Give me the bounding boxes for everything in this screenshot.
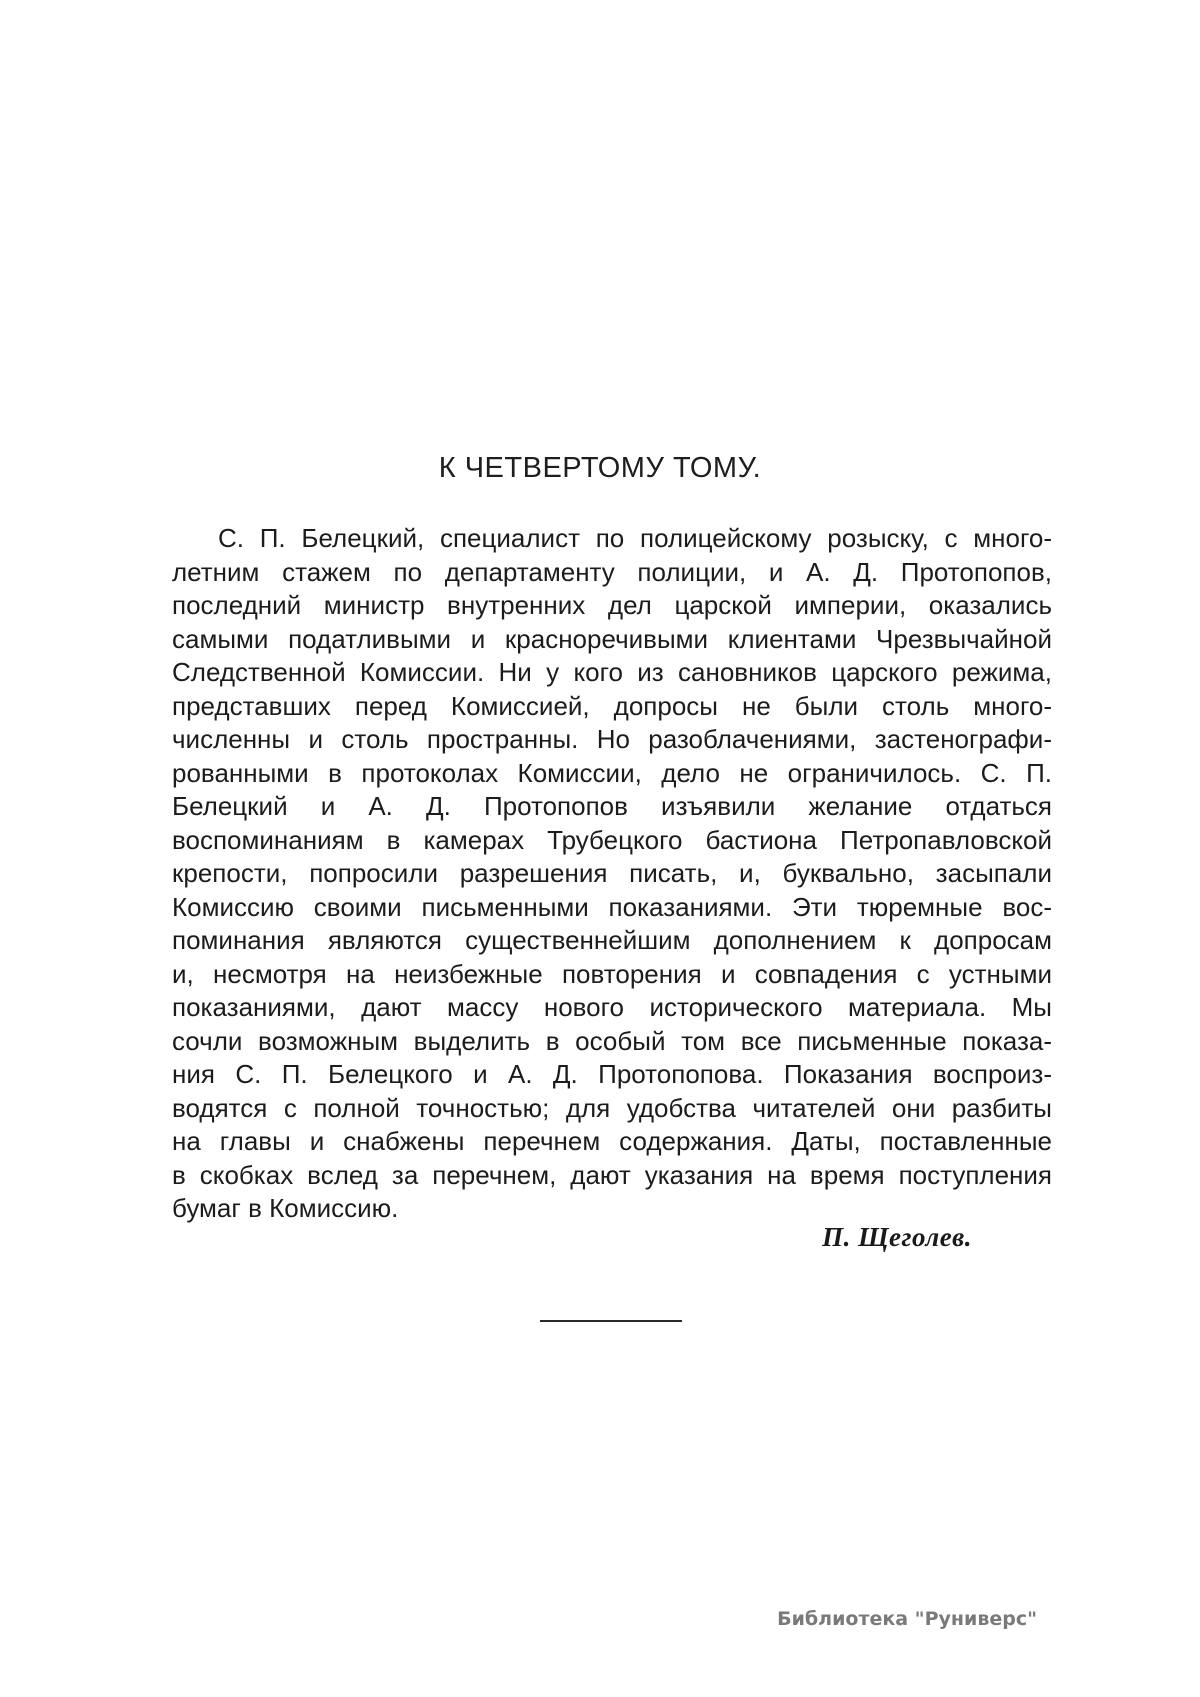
body-line: ния С. П. Белецкого и А. Д. Протопопова. Показания воспроиз-	[172, 1059, 1052, 1089]
body-line: Комиссию своими письменными показаниями. Эти тюремные вос-	[172, 891, 1052, 922]
body-line: С. П. Белецкий, специалист по полицейскому розыску, с много-	[218, 523, 1052, 553]
body-line: водятся с полной точностью; для удобства читателей они разбиты	[172, 1092, 1052, 1123]
body-line: численны и столь пространны. Но разоблачениями, застенографи-	[172, 724, 1052, 754]
library-watermark: Библиотека "Руниверс"	[777, 1608, 1037, 1630]
body-line: показаниями, дают массу нового исторического материала. Мы	[172, 992, 1052, 1022]
body-line: бумаг в Комиссию.	[172, 1193, 399, 1223]
body-line: рованными в протоколах Комиссии, дело не ограничилось. С. П.	[172, 757, 1052, 788]
body-line: самыми податливыми и красноречивыми клиентами Чрезвычайной	[172, 623, 1052, 654]
body-paragraph	[172, 522, 1052, 1226]
body-line: Белецкий и А. Д. Протопопов изъявили желание отдаться	[172, 791, 1052, 821]
body-line: крепости, попросили разрешения писать, и, буквально, засыпали	[172, 858, 1052, 888]
body-line: сочли возможным выделить в особый том все письменные показа-	[172, 1025, 1052, 1056]
body-line: воспоминаниям в камерах Трубецкого бастиона Петропавловской	[172, 824, 1052, 855]
body-line: в скобках вслед за перечнем, дают указания на время поступления	[172, 1159, 1052, 1190]
chapter-title: К ЧЕТВЕРТОМУ ТОМУ.	[438, 452, 762, 484]
section-divider	[540, 1320, 682, 1322]
body-line: последний министр внутренних дел царской империи, оказались	[172, 590, 1052, 620]
body-line: летним стажем по департаменту полиции, и А. Д. Протопопов,	[172, 556, 1052, 587]
body-line: представших перед Комиссией, допросы не были столь много-	[172, 690, 1052, 721]
body-line: поминания являются существеннейшим дополнением к допросам	[172, 925, 1052, 955]
body-line: Следственной Комиссии. Ни у кого из сановников царского режима,	[172, 657, 1052, 687]
body-line: на главы и снабжены перечнем содержания. Даты, поставленные	[172, 1126, 1052, 1156]
body-line: и, несмотря на неизбежные повторения и совпадения с устными	[172, 958, 1052, 989]
author-signature: П. Щеголев.	[822, 1222, 972, 1252]
